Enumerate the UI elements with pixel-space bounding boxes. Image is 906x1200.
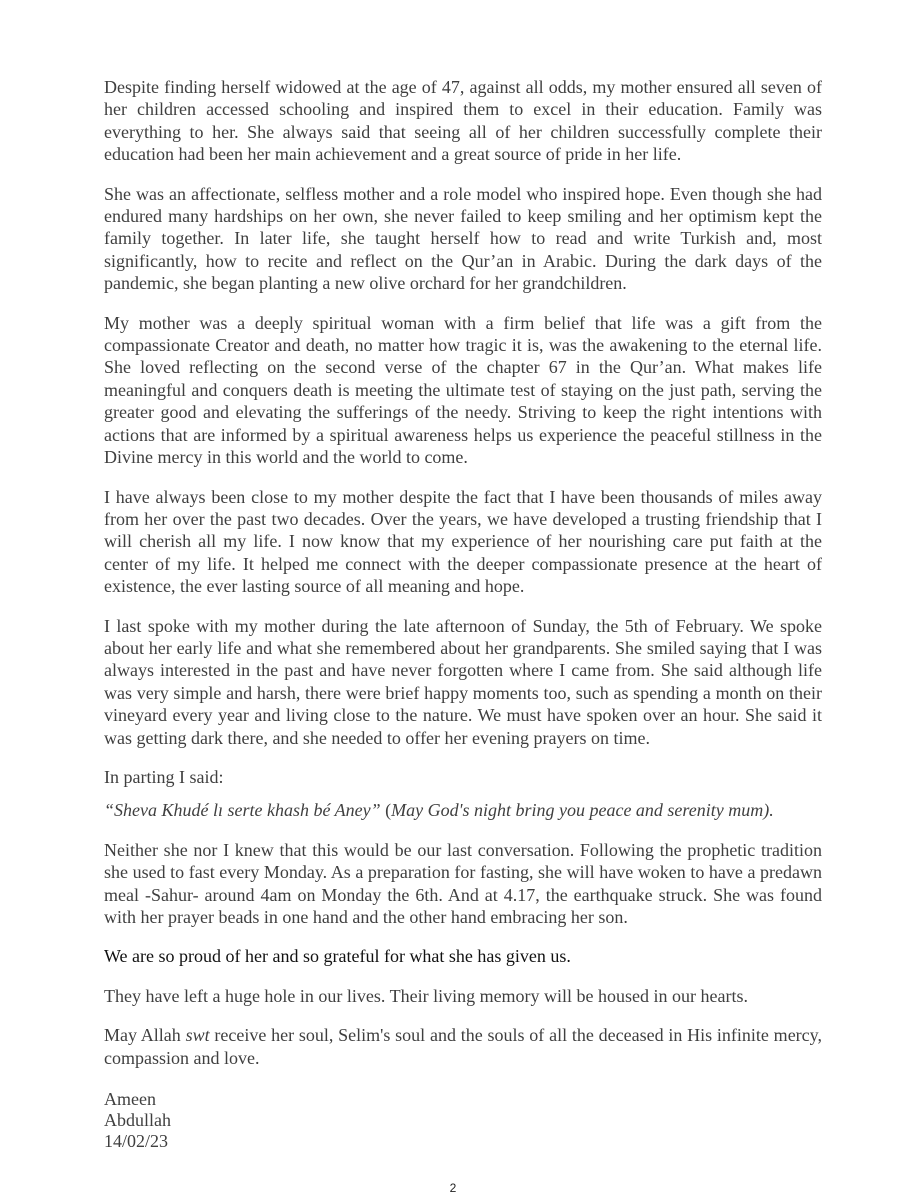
paragraph-huge-hole: They have left a huge hole in our lives. Their living memory will be housed in our hearts.	[104, 985, 749, 1006]
paragraph-earthquake: Neither she nor I knew that this would be our last conversation. Following the prophetic tradition she used to fast every Monday. As a preparation for fasting, she will have woken to have a predawn meal -Sahur- around 4am on Monday the 6th. And at 4.17, the earthquake struck. She was found with her prayer beads in one hand and the other hand embracing her son.	[104, 839, 822, 927]
paragraph-proud: We are so proud of her and so grateful for what she has given us.	[104, 946, 571, 967]
paragraph-affectionate-mother: She was an affectionate, selfless mother and a role model who inspired hope. Even though she had endured many hardships on her own, she never failed to keep smiling and her optimism kept the family together. In later life, she taught herself how to read and write Turkish and, most significantly, how to recite and reflect on the Qur’an in Arabic. During the dark days of the pandemic, she began planting a new olive orchard for her grandchildren.	[104, 183, 822, 294]
paragraph-widowed: Despite finding herself widowed at the age of 47, against all odds, my mother ensured all seven of her children accessed schooling and inspired them to excel in their education. Family was everything to her. She always said that seeing all of her children successfully complete their education had been her main achievement and a great source of pride in her life.	[104, 77, 822, 165]
paragraph-in-parting: In parting I said:	[104, 766, 224, 787]
paragraph-spiritual-woman: My mother was a deeply spiritual woman with a firm belief that life was a gift from the compassionate Creator and death, no matter how tragic it is, was the awakening to the eternal life. She loved reflecting on the second verse of the chapter 67 in the Qur’an. What makes life meaningful and conquers death is meeting the ultimate test of staying on the just path, serving the greater good and elevating the sufferings of the needy. Striving to keep the right intentions with actions that are informed by a spiritual awareness helps us experience the peaceful stillness in the Divine mercy in this world and the world to come.	[104, 312, 822, 468]
document-body	[104, 76, 822, 1152]
prayer-swt: swt	[185, 1025, 210, 1046]
signature-name: Abdullah	[104, 1110, 171, 1131]
quote-translation: May God's night bring you peace and serenity mum).	[391, 800, 774, 821]
quote-line	[104, 799, 822, 821]
quote-saying: “Sheva Khudé lı serte khash bé Aney”	[104, 800, 381, 821]
quote-open-paren: (	[380, 800, 392, 821]
prayer-after: receive her soul, Selim's soul and the souls of all the deceased in His infinite mercy, compassion and love.	[104, 1025, 822, 1068]
page-number: 2	[449, 1181, 457, 1195]
paragraph-last-conversation: I last spoke with my mother during the late afternoon of Sunday, the 5th of February. We spoke about her early life and what she remembered about her grandparents. She smiled saying that I was always interested in the past and have never forgotten where I came from. She said although life was very simple and harsh, there were brief happy moments too, such as spending a month on their vineyard every year and living close to the nature. We must have spoken over an hour. She said it was getting dark there, and she needed to offer her evening prayers on time.	[104, 615, 822, 748]
signature-block	[104, 1089, 822, 1152]
paragraph-close-to-mother: I have always been close to my mother despite the fact that I have been thousands of miles away from her over the past two decades. Over the years, we have developed a trusting friendship that I will cherish all my life. I now know that my experience of her nourishing care put faith at the center of my life. It helped me connect with the deeper compassionate presence at the heart of existence, the ever lasting source of all meaning and hope.	[104, 486, 822, 597]
signature-ameen: Ameen	[104, 1089, 156, 1110]
prayer-before: May Allah	[104, 1025, 186, 1046]
paragraph-prayer	[104, 1024, 822, 1069]
signature-date: 14/02/23	[104, 1131, 169, 1152]
